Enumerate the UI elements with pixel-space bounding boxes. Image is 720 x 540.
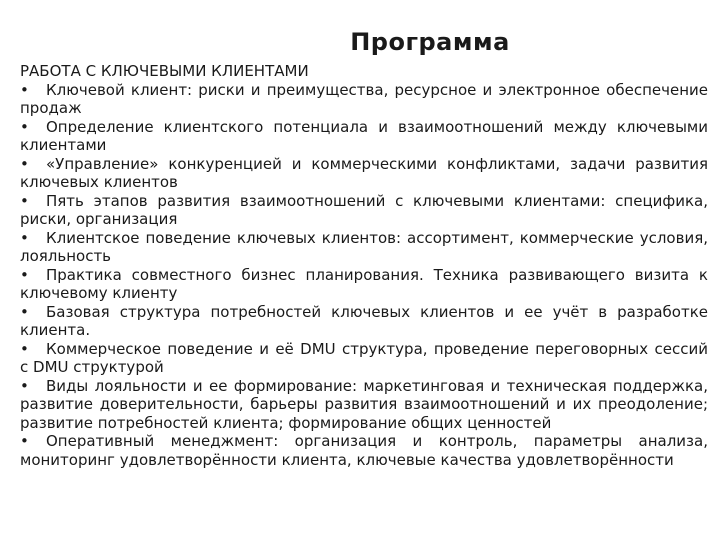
list-item xyxy=(20,155,708,192)
list-item-text: Определение клиентского потенциала и взаимоотношений между ключевыми клиентами xyxy=(20,117,708,154)
bullet-icon: • xyxy=(20,80,29,99)
list-item-text: Оперативный менеджмент: организация и контроль, параметры анализа, мониторинг удовлетворённости клиента, ключевые качества удовлетворённости xyxy=(20,432,708,469)
list-item xyxy=(20,340,708,377)
bullet-icon: • xyxy=(20,117,29,136)
list-item xyxy=(20,377,708,433)
list-item xyxy=(20,229,708,266)
list-item-text: «Управление» конкуренцией и коммерческими конфликтами, задачи развития ключевых клиентов xyxy=(20,154,708,191)
list-item-text: Базовая структура потребностей ключевых клиентов и ее учёт в разработке клиента. xyxy=(20,302,708,339)
list-item-text: Коммерческое поведение и её DMU структура, проведение переговорных сессий с DMU структурой xyxy=(20,339,708,376)
bullet-icon: • xyxy=(20,432,29,450)
list-item-text: Клиентское поведение ключевых клиентов: ассортимент, коммерческие условия, лояльность xyxy=(20,228,708,265)
list-item xyxy=(20,118,708,155)
page-title: Программа xyxy=(350,28,510,56)
list-item-text: Пять этапов развития взаимоотношений с ключевыми клиентами: специфика, риски, организация xyxy=(20,191,708,228)
list-item xyxy=(20,192,708,229)
bullet-icon: • xyxy=(20,339,29,358)
bullet-icon: • xyxy=(20,376,29,395)
program-content xyxy=(20,62,708,469)
list-item xyxy=(20,81,708,118)
list-item xyxy=(20,266,708,303)
list-item-text: Виды лояльности и ее формирование: маркетинговая и техническая поддержка, развитие доверительности, барьеры развития взаимоотношений и их преодоление; развитие потребностей клиента; формирование общих ценностей xyxy=(20,376,708,432)
list-item xyxy=(20,432,708,469)
bullet-icon: • xyxy=(20,191,29,210)
section-heading: РАБОТА С КЛЮЧЕВЫМИ КЛИЕНТАМИ xyxy=(20,62,309,80)
list-item-text: Практика совместного бизнес планирования. Техника развивающего визита к ключевому клиенту xyxy=(20,265,708,302)
bullet-icon: • xyxy=(20,228,29,247)
bullet-icon: • xyxy=(20,154,29,173)
bullet-icon: • xyxy=(20,302,29,321)
list-item xyxy=(20,303,708,340)
program-list xyxy=(20,81,708,470)
bullet-icon: • xyxy=(20,265,29,284)
list-item-text: Ключевой клиент: риски и преимущества, ресурсное и электронное обеспечение продаж xyxy=(20,80,708,117)
